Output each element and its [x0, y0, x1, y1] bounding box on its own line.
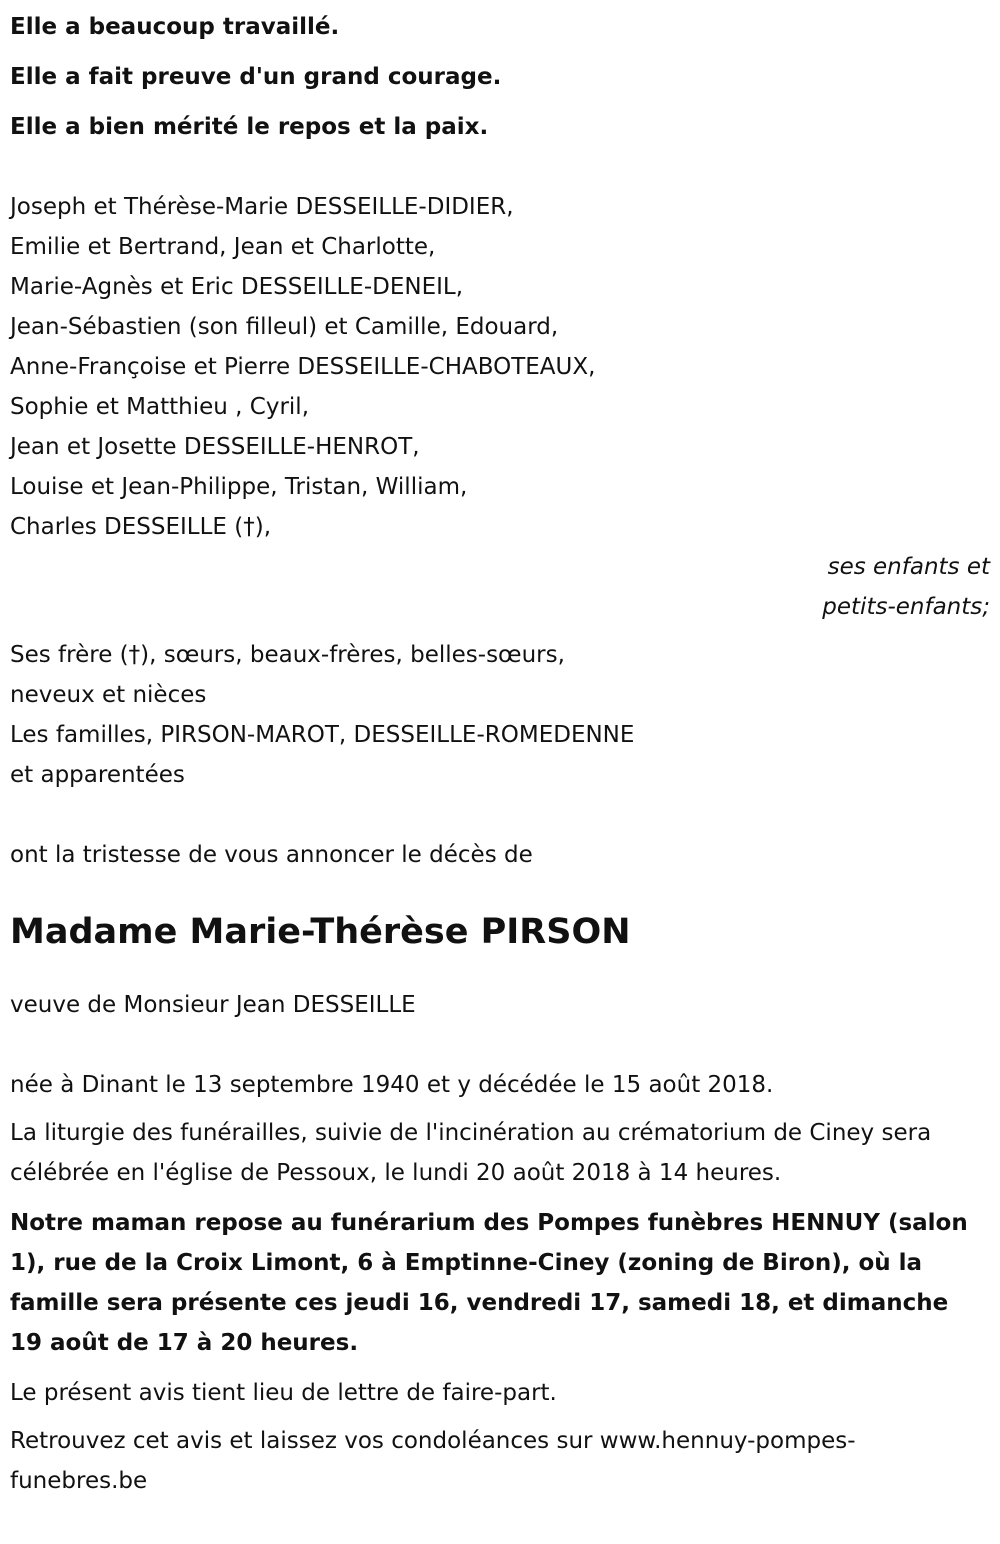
family-line: Louise et Jean-Philippe, Tristan, William, — [10, 474, 468, 500]
widow-of: veuve de Monsieur Jean DESSEILLE — [10, 992, 416, 1018]
birth-death: née à Dinant le 13 septembre 1940 et y décédée le 15 août 2018. — [10, 1072, 774, 1098]
liturgy: La liturgie des funérailles, suivie de l'incinération au crématorium de Ciney sera célébrée en l'église de Pessoux, le lundi 20 août 2018 à 14 heures. — [10, 1120, 932, 1186]
family-role-line: petits-enfants; — [822, 594, 990, 620]
visitation: Notre maman repose au funérarium des Pompes funèbres HENNUY (salon 1), rue de la Croix Limont, 6 à Emptinne-Ciney (zoning de Biron), où la famille sera présente ces jeudi 16, vendredi 17, samedi 18, et dimanche 19 août de 17 à 20 heures. — [10, 1210, 968, 1356]
obituary-notice — [10, 0, 990, 1501]
family-line: Sophie et Matthieu , Cyril, — [10, 394, 309, 420]
relatives-line: et apparentées — [10, 762, 185, 788]
epitaph-line: Elle a fait preuve d'un grand courage. — [10, 64, 502, 90]
family-line: Marie-Agnès et Eric DESSEILLE-DENEIL, — [10, 274, 464, 300]
epitaph — [10, 0, 990, 152]
relatives-line: Ses frère (†), sœurs, beaux-frères, belles-sœurs, — [10, 642, 565, 668]
condolences: Retrouvez cet avis et laissez vos condoléances sur www.hennuy-pompes-funebres.be — [10, 1428, 856, 1494]
relatives-list — [10, 635, 990, 795]
relatives-line: Les familles, PIRSON-MAROT, DESSEILLE-ROMEDENNE — [10, 722, 635, 748]
family-role-line: ses enfants et — [827, 554, 990, 580]
family-line: Charles DESSEILLE (†), — [10, 514, 272, 540]
family-line: Anne-Françoise et Pierre DESSEILLE-CHABOTEAUX, — [10, 354, 596, 380]
family-line: Jean-Sébastien (son filleul) et Camille, Edouard, — [10, 314, 559, 340]
epitaph-line: Elle a beaucoup travaillé. — [10, 14, 340, 40]
family-line: Jean et Josette DESSEILLE-HENROT, — [10, 434, 420, 460]
family-role — [10, 547, 990, 627]
announcement: ont la tristesse de vous annoncer le décès de — [10, 842, 533, 868]
relatives-line: neveux et nièces — [10, 682, 207, 708]
epitaph-line: Elle a bien mérité le repos et la paix. — [10, 114, 489, 140]
family-line: Emilie et Bertrand, Jean et Charlotte, — [10, 234, 436, 260]
deceased-name: Madame Marie-Thérèse PIRSON — [10, 912, 631, 952]
family-list — [10, 187, 990, 547]
family-line: Joseph et Thérèse-Marie DESSEILLE-DIDIER, — [10, 194, 514, 220]
notice: Le présent avis tient lieu de lettre de faire-part. — [10, 1380, 557, 1406]
